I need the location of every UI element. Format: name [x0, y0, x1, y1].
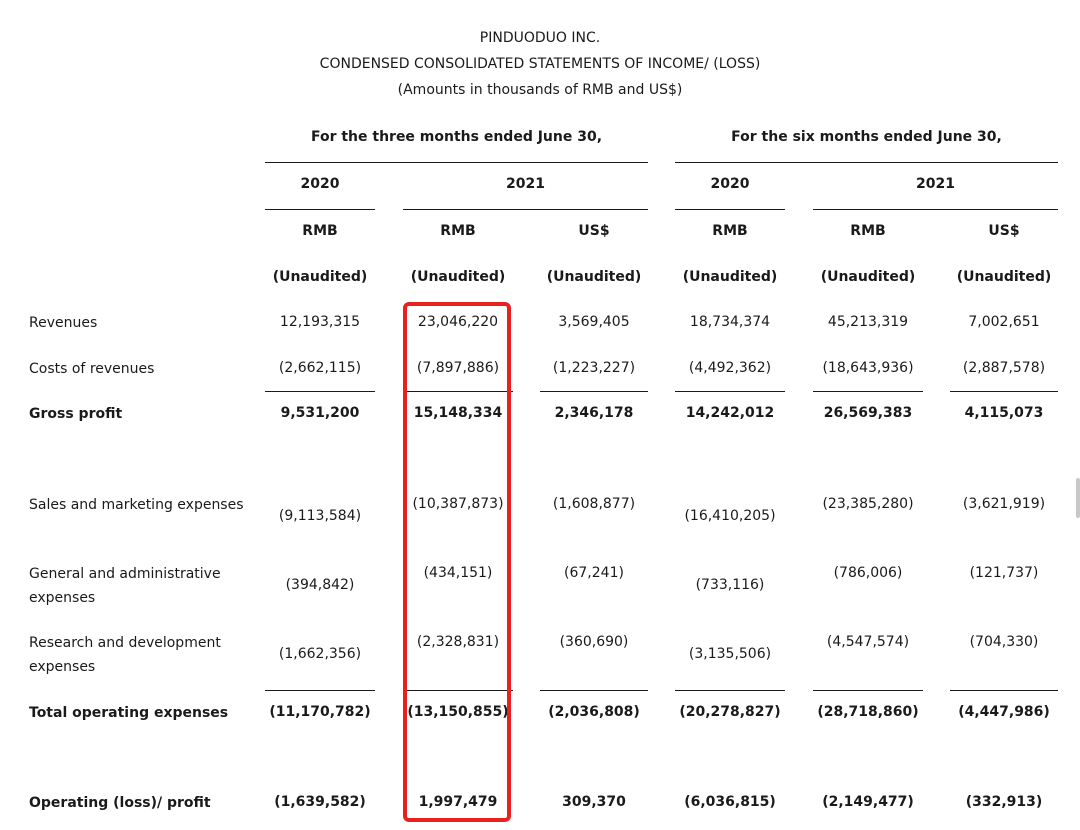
currency-header: RMB: [712, 223, 748, 239]
table-cell: (13,150,855): [407, 704, 509, 720]
subtotal-rule: [950, 690, 1058, 691]
table-cell: (4,447,986): [958, 704, 1050, 720]
table-cell: (7,897,886): [416, 360, 500, 376]
table-cell: 309,370: [562, 794, 626, 810]
table-cell: (1,608,877): [552, 496, 636, 512]
highlight-box: [403, 302, 511, 822]
table-cell: 12,193,315: [279, 314, 361, 330]
table-cell: 1,997,479: [418, 794, 498, 810]
table-cell: 3,569,405: [558, 314, 630, 330]
table-cell: (704,330): [969, 634, 1039, 650]
period-header-three-months: For the three months ended June 30,: [310, 129, 603, 145]
table-cell: (360,690): [559, 634, 629, 650]
table-cell: (3,621,919): [962, 496, 1046, 512]
company-name: PINDUODUO INC.: [479, 30, 601, 46]
row-label-costs-of-revenues: Costs of revenues: [29, 361, 155, 377]
subtotal-rule: [813, 690, 923, 691]
table-cell: 4,115,073: [964, 405, 1044, 421]
table-cell: (28,718,860): [817, 704, 919, 720]
table-cell: (4,492,362): [688, 360, 772, 376]
table-cell: (10,387,873): [412, 496, 504, 512]
year-header: 2021: [506, 176, 545, 192]
year-header: 2020: [300, 176, 340, 192]
currency-header: US$: [578, 223, 610, 239]
units-note: (Amounts in thousands of RMB and US$): [397, 82, 683, 98]
table-cell: (2,149,477): [822, 794, 914, 810]
row-label-revenues: Revenues: [29, 315, 98, 331]
table-cell: (3,135,506): [688, 646, 772, 662]
table-cell: (9,113,584): [278, 508, 362, 524]
row-label-gross-profit: Gross profit: [29, 406, 123, 422]
period-rule: [675, 162, 1058, 163]
subtotal-rule: [265, 690, 375, 691]
currency-header: RMB: [850, 223, 886, 239]
table-cell: 18,734,374: [689, 314, 771, 330]
period-header-six-months: For the six months ended June 30,: [731, 129, 1002, 145]
currency-header: RMB: [440, 223, 476, 239]
table-cell: (786,006): [833, 565, 903, 581]
table-cell: (1,662,356): [278, 646, 362, 662]
table-cell: 23,046,220: [417, 314, 499, 330]
table-cell: 15,148,334: [413, 405, 503, 421]
table-cell: (4,547,574): [826, 634, 910, 650]
table-cell: (394,842): [285, 577, 355, 593]
year-rule: [675, 209, 785, 210]
audit-status-header: (Unaudited): [546, 269, 642, 285]
year-header: 2020: [710, 176, 750, 192]
table-cell: 45,213,319: [827, 314, 909, 330]
year-rule: [265, 209, 375, 210]
subtotal-rule: [675, 690, 785, 691]
table-cell: 2,346,178: [554, 405, 634, 421]
table-cell: (20,278,827): [679, 704, 781, 720]
table-cell: (2,036,808): [548, 704, 640, 720]
table-cell: (18,643,936): [822, 360, 914, 376]
table-cell: (2,887,578): [962, 360, 1046, 376]
table-cell: (121,737): [969, 565, 1039, 581]
table-cell: (733,116): [695, 577, 765, 593]
table-cell: 7,002,651: [968, 314, 1040, 330]
table-cell: (332,913): [965, 794, 1043, 810]
subtotal-rule: [265, 391, 375, 392]
subtotal-rule: [950, 391, 1058, 392]
audit-status-header: (Unaudited): [682, 269, 778, 285]
row-label-total-operating-expenses: Total operating expenses: [29, 705, 229, 721]
table-cell: 9,531,200: [280, 405, 360, 421]
currency-header: RMB: [302, 223, 338, 239]
year-rule: [403, 209, 648, 210]
table-cell: (2,328,831): [416, 634, 500, 650]
subtotal-rule: [540, 391, 648, 392]
subtotal-rule: [540, 690, 648, 691]
table-cell: (2,662,115): [278, 360, 362, 376]
table-cell: (16,410,205): [684, 508, 776, 524]
currency-header: US$: [988, 223, 1020, 239]
table-cell: (1,639,582): [274, 794, 366, 810]
table-cell: 26,569,383: [823, 405, 913, 421]
row-label-research-development: Research and development expenses: [29, 635, 221, 675]
period-rule: [265, 162, 648, 163]
subtotal-rule: [813, 391, 923, 392]
row-label-operating-profit: Operating (loss)/ profit: [29, 795, 211, 811]
scrollbar-thumb[interactable]: [1076, 478, 1080, 518]
row-label-general-admin: General and administrative expenses: [29, 566, 221, 606]
table-cell: (11,170,782): [269, 704, 371, 720]
audit-status-header: (Unaudited): [956, 269, 1052, 285]
audit-status-header: (Unaudited): [410, 269, 506, 285]
table-cell: (6,036,815): [684, 794, 776, 810]
table-cell: (67,241): [564, 565, 624, 581]
subtotal-rule: [675, 391, 785, 392]
table-cell: (1,223,227): [552, 360, 636, 376]
audit-status-header: (Unaudited): [272, 269, 368, 285]
row-label-sales-marketing: Sales and marketing expenses: [29, 497, 244, 513]
audit-status-header: (Unaudited): [820, 269, 916, 285]
table-cell: (23,385,280): [822, 496, 914, 512]
year-header: 2021: [916, 176, 955, 192]
year-rule: [813, 209, 1058, 210]
statement-title: CONDENSED CONSOLIDATED STATEMENTS OF INCOME/ (LOSS): [319, 56, 761, 72]
table-cell: 14,242,012: [685, 405, 775, 421]
table-cell: (434,151): [423, 565, 493, 581]
